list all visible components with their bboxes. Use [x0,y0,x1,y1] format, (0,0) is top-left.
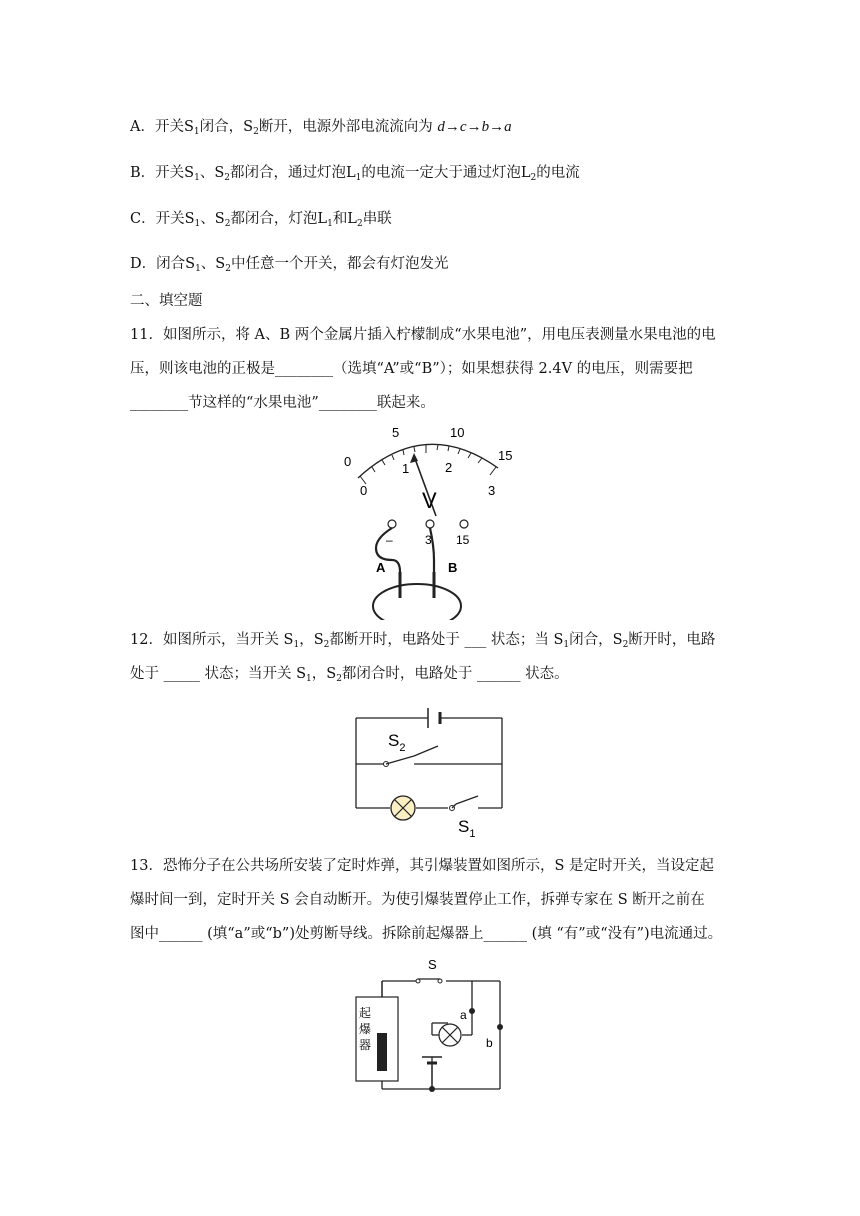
q13-line2: 爆时间一到，定时开关 S 会自动断开。为使引爆装置停止工作，拆弹专家在 S 断开之前在 [130,892,705,908]
option-b-text: B．开关S [130,165,195,181]
option-a-text: 断开，电源外部电流流向为 [258,119,438,135]
detonator-char-2: 爆 [359,1022,372,1036]
subscript: 1 [355,173,362,183]
terminal-label-15: 15 [456,533,470,547]
q13-line3: 图中______ (填“a”或“b”)处剪断导线。拆除前起爆器上______ (填 “有”或“没有”)电流通过。 [130,926,723,942]
q12-text: 处于 _____ 状态；当开关 S [130,666,307,682]
lower-tick-1: 1 [402,461,410,476]
s2-label: $S_2$ [388,731,406,754]
terminal-15 [460,520,468,528]
scale-arc [358,444,498,478]
detonator-char-3: 器 [359,1038,372,1052]
subscript: 2 [224,219,231,229]
option-b-text: 都闭合，通过灯泡L [230,165,356,181]
option-a-text: 闭合，S [199,119,254,135]
subscript: 2 [224,173,230,183]
lamp-icon [391,796,415,820]
option-c-text: 都闭合，灯泡L [230,211,328,227]
option-b [130,163,580,188]
q12-wires [356,718,502,808]
plate-label-a: A [376,560,386,575]
current-flow-path: d→c→b→a [437,119,512,135]
option-c-text: 、S [200,211,225,227]
option-d-text: D．闭合S [130,256,196,272]
option-b-text: 的电流 [536,165,580,181]
detonator-char-1: 起 [359,1006,372,1020]
q11-line3: ________节这样的“水果电池”________联起来。 [130,395,435,411]
q13-line1: 13．恐怖分子在公共场所安装了定时炸弹，其引爆装置如图所示，S 是定时开关，当设定起 [130,858,714,874]
option-d-text: 中任意一个开关，都会有灯泡发光 [230,256,449,272]
upper-tick-10: 10 [450,425,465,440]
subscript: 1 [563,640,570,650]
option-b-text: 的电流一定大于通过灯泡L [361,165,531,181]
lamp-icon [439,1024,461,1046]
q12-text: 断开时，电路 [628,632,716,648]
point-a-node [469,1008,475,1014]
subscript: 2 [253,127,259,137]
detonator-element [377,1033,387,1071]
section-title: 二、填空题 [130,293,203,309]
option-c-text: 和L [332,211,357,227]
q12-text: ，S [311,666,337,682]
q12-text: ，S [299,632,324,648]
switch-s-label: S [428,957,437,972]
option-b-text: 、S [199,165,225,181]
q12-line1 [130,630,715,655]
subscript: 2 [530,173,537,183]
subscript: 2 [622,640,629,650]
option-a-text: A．开关S [130,119,194,135]
option-d-text: 、S [200,256,226,272]
q12-text: 都闭合时，电路处于 ______ 状态。 [341,666,569,682]
subscript: 2 [336,674,342,684]
q12-text: 都断开时，电路处于 ___ 状态；当 S [329,632,564,648]
q11-line1: 11．如图所示，将 A、B 两个金属片插入柠檬制成“水果电池”，用电压表测量水果电池的电 [130,327,716,343]
terminal-negative [388,520,396,528]
subscript: 1 [193,127,200,137]
subscript: 1 [195,264,201,274]
upper-tick-15: 15 [498,448,513,463]
subscript: 2 [356,219,363,229]
subscript: 1 [293,640,300,650]
lemon [373,584,461,620]
point-a-label: a [460,1008,467,1022]
upper-tick-5: 5 [392,425,400,440]
bottom-node [429,1086,435,1092]
option-c-text: C．开关S [130,211,195,227]
subscript: 2 [225,264,231,274]
upper-tick-0: 0 [344,454,352,469]
q12-text: 闭合，S [569,632,623,648]
q13-detonator-figure [350,955,510,1100]
subscript: 1 [327,219,333,229]
s1-label: $S_1$ [458,817,476,840]
option-a [130,117,512,142]
option-c [130,209,392,234]
point-b-label: b [486,1036,493,1050]
option-c-text: 串联 [362,211,392,227]
option-d [130,254,448,279]
terminal-label-neg: – [386,533,393,547]
terminal-3 [426,520,434,528]
scale-ticks [360,445,496,484]
q11-line2: 压，则该电池的正极是________（选填“A”或“B”）；如果想获得 2.4V 的电压，则需要把 [130,361,693,377]
lower-tick-3: 3 [488,483,496,498]
voltmeter-lemon-figure [330,420,530,620]
lower-tick-2: 2 [445,460,453,475]
point-b-node [497,1024,503,1030]
terminal-label-3: 3 [425,533,432,547]
lower-tick-0: 0 [360,483,368,498]
voltmeter-symbol: V [422,488,437,513]
plate-label-b: B [448,560,458,575]
q12-line2 [130,664,569,689]
subscript: 1 [306,674,312,684]
subscript: 1 [194,219,201,229]
switch-s2-blade [386,756,414,764]
q12-circuit-figure [350,700,510,840]
q12-text: 12．如图所示，当开关 S [130,632,294,648]
subscript: 2 [323,640,330,650]
subscript: 1 [194,173,200,183]
